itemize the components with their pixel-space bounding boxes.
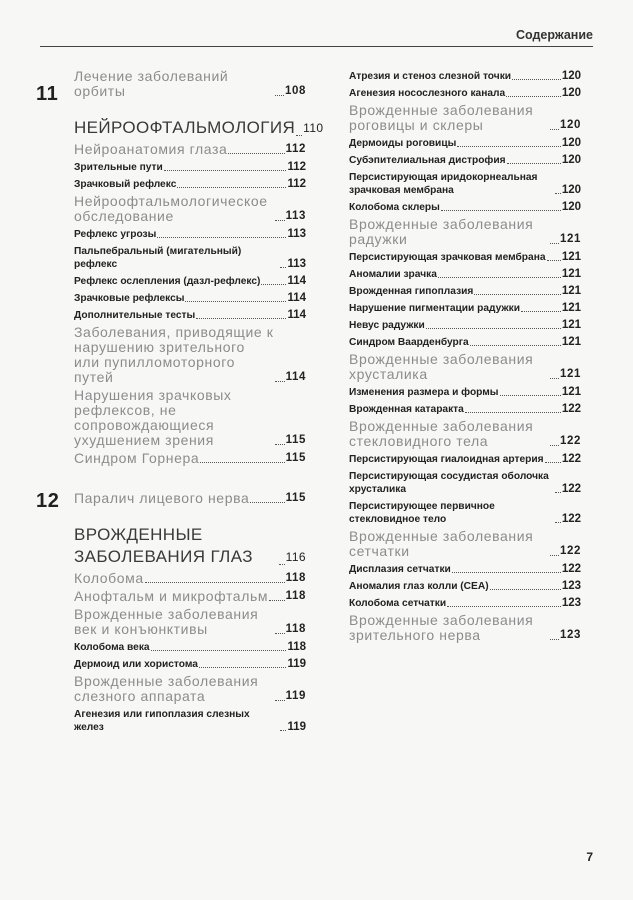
- entry-title: Врожденная катаракта: [349, 404, 464, 415]
- entry-title: Аномалия глаз колли (CEA): [349, 581, 489, 592]
- dot-leader: [200, 462, 284, 463]
- entry-title: Нарушения зрачковых рефлексов, не сопровождающиеся ухудшением зрения: [74, 387, 232, 448]
- toc-entry[interactable]: [74, 388, 306, 448]
- chapter-number: 11: [36, 83, 59, 105]
- dot-leader: [275, 381, 285, 382]
- toc-entry[interactable]: [36, 68, 306, 105]
- entry-page: 115: [285, 434, 306, 446]
- entry-page: 114: [287, 292, 306, 304]
- toc-entry[interactable]: [74, 589, 306, 604]
- entry-title: Врожденные заболевания стекловидного тела: [349, 418, 534, 449]
- entry-page: 121: [560, 368, 581, 380]
- entry-title: Анофтальм и микрофтальм: [74, 588, 269, 604]
- entry-page: 116: [285, 550, 306, 564]
- entry-page: 119: [285, 690, 306, 702]
- entry-page: 120: [561, 137, 581, 149]
- entry-title: Колобома склеры: [349, 202, 440, 213]
- entry-page: 123: [561, 597, 581, 609]
- toc-entry[interactable]: [349, 419, 581, 449]
- entry-title: Врожденные заболевания сетчатки: [349, 528, 534, 559]
- toc-entry[interactable]: [349, 201, 581, 214]
- entry-title: Дермоиды роговицы: [349, 138, 457, 149]
- toc-entry[interactable]: [349, 500, 581, 526]
- running-header: [40, 22, 593, 47]
- entry-page: 118: [287, 641, 306, 653]
- toc-entry[interactable]: [74, 451, 306, 466]
- dot-leader: [550, 555, 559, 556]
- toc-entry[interactable]: [74, 292, 306, 305]
- entry-page: 121: [561, 302, 581, 314]
- entry-page: 112: [287, 161, 306, 173]
- toc-entry[interactable]: [74, 658, 306, 671]
- entry-page: 114: [287, 309, 306, 321]
- header-title: Содержание: [515, 28, 593, 42]
- entry-title: Врожденная гипоплазия: [349, 286, 474, 297]
- dot-leader: [550, 639, 559, 640]
- dot-leader: [490, 589, 561, 590]
- toc-entry[interactable]: [74, 275, 306, 288]
- entry-page: 115: [285, 492, 306, 504]
- toc-entry[interactable]: [349, 336, 581, 349]
- entry-title: Заболевания, приводящие к нарушению зрительного или пупилломоторного путей: [74, 324, 274, 385]
- dot-leader: [521, 311, 561, 312]
- entry-page: 118: [285, 623, 306, 635]
- toc-entry[interactable]: [74, 641, 306, 654]
- dot-leader: [280, 730, 286, 731]
- chapter-number: 12: [36, 490, 60, 512]
- entry-title: Невус радужки: [349, 320, 425, 331]
- entry-page: 120: [561, 154, 581, 166]
- dot-leader: [447, 606, 561, 607]
- entry-title: Врожденные заболевания роговицы и склеры: [349, 102, 534, 133]
- dot-leader: [228, 153, 284, 154]
- dot-leader: [185, 301, 286, 302]
- dot-leader: [555, 193, 561, 194]
- toc-entry[interactable]: [349, 137, 581, 150]
- dot-leader: [296, 135, 302, 136]
- entry-title: Врожденные заболевания хрусталика: [349, 351, 534, 382]
- toc-entry[interactable]: [349, 597, 581, 610]
- toc-entry[interactable]: [349, 70, 581, 83]
- entry-title: Колобома: [74, 570, 144, 586]
- toc-entry[interactable]: [349, 580, 581, 593]
- dot-leader: [465, 412, 561, 413]
- entry-page: 121: [561, 268, 581, 280]
- toc-entry[interactable]: [74, 245, 306, 271]
- entry-title: Колобома сетчатки: [349, 598, 447, 609]
- toc-entry[interactable]: [74, 571, 306, 586]
- dot-leader: [145, 582, 285, 583]
- entry-page: 118: [285, 572, 306, 584]
- entry-page: 121: [561, 386, 581, 398]
- entry-page: 115: [285, 452, 306, 464]
- toc-entry[interactable]: [349, 613, 581, 643]
- dot-leader: [164, 170, 287, 171]
- toc-right-column: [349, 66, 581, 643]
- dot-leader: [250, 502, 284, 503]
- toc-entry[interactable]: [349, 285, 581, 298]
- entry-title: Синдром Ваарденбурга: [349, 337, 469, 348]
- dot-leader: [555, 492, 561, 493]
- entry-title: Рефлекс угрозы: [74, 229, 157, 240]
- entry-title: Дополнительные тесты: [74, 310, 196, 321]
- dot-leader: [550, 445, 559, 446]
- dot-leader: [157, 237, 286, 238]
- toc-entry[interactable]: [349, 302, 581, 315]
- entry-title: Врожденные заболевания зрительного нерва: [349, 612, 534, 643]
- toc-entry[interactable]: [74, 228, 306, 241]
- entry-page: 122: [561, 513, 581, 525]
- dot-leader: [196, 318, 286, 319]
- toc-entry[interactable]: [349, 268, 581, 281]
- entry-page: 114: [287, 275, 306, 287]
- entry-title: Колобома века: [74, 642, 150, 653]
- toc-entry[interactable]: [36, 490, 306, 512]
- entry-title: Врожденные заболевания век и конъюнктивы: [74, 606, 259, 637]
- entry-title: Дисплазия сетчатки: [349, 564, 451, 575]
- dot-leader: [550, 129, 559, 130]
- entry-page: 121: [561, 285, 581, 297]
- entry-page: 121: [561, 251, 581, 263]
- entry-title: Нейроанатомия глаза: [74, 141, 228, 157]
- entry-title: НЕЙРООФТАЛЬМОЛОГИЯ: [74, 118, 296, 137]
- dot-leader: [550, 243, 559, 244]
- entry-title: Врожденные заболевания радужки: [349, 216, 534, 247]
- entry-page: 113: [285, 210, 306, 222]
- dot-leader: [261, 284, 286, 285]
- entry-page: 123: [561, 580, 581, 592]
- entry-title: Атрезия и стеноз слезной точки: [349, 71, 512, 82]
- dot-leader: [438, 277, 561, 278]
- entry-page: 119: [287, 658, 306, 670]
- entry-page: 121: [561, 336, 581, 348]
- toc-entry[interactable]: [349, 103, 581, 133]
- entry-title: Персистирующая сосудистая оболочка хрусталика: [349, 471, 549, 495]
- entry-page: 122: [561, 403, 581, 415]
- dot-leader: [426, 328, 561, 329]
- page-number: 7: [586, 850, 593, 864]
- entry-title: Агенезия носослезного канала: [349, 88, 506, 99]
- entry-page: 121: [560, 233, 581, 245]
- toc-entry[interactable]: [349, 529, 581, 559]
- toc-entry[interactable]: [349, 319, 581, 332]
- dot-leader: [199, 667, 286, 668]
- entry-title: Зрачковый рефлекс: [74, 179, 177, 190]
- entry-title: Синдром Горнера: [74, 450, 200, 466]
- dot-leader: [512, 79, 561, 80]
- dot-leader: [275, 220, 285, 221]
- entry-page: 112: [285, 143, 306, 155]
- dot-leader: [275, 444, 285, 445]
- entry-title: Пальпебральный (мигательный) рефлекс: [74, 246, 242, 270]
- entry-title: Дермоид или хористома: [74, 659, 198, 670]
- dot-leader: [275, 700, 285, 701]
- entry-title: Субэпителиальная дистрофия: [349, 155, 506, 166]
- toc-entry[interactable]: [74, 674, 306, 704]
- entry-title: Зрачковые рефлексы: [74, 293, 185, 304]
- entry-title: Агенезия или гипоплазия слезных желез: [74, 709, 250, 733]
- entry-page: 120: [561, 184, 581, 196]
- entry-page: 121: [561, 319, 581, 331]
- entry-page: 113: [287, 258, 306, 270]
- toc-entry[interactable]: [74, 607, 306, 637]
- toc-entry[interactable]: [74, 142, 306, 157]
- toc-entry[interactable]: [74, 194, 306, 224]
- dot-leader: [500, 395, 561, 396]
- entry-title: Персистирующее первичное стекловидное тело: [349, 501, 495, 525]
- dot-leader: [151, 650, 287, 651]
- dot-leader: [507, 163, 561, 164]
- toc-entry[interactable]: [349, 217, 581, 247]
- entry-page: 120: [561, 87, 581, 99]
- entry-title: Нарушение пигментации радужки: [349, 303, 520, 314]
- entry-page: 122: [561, 483, 581, 495]
- toc-entry[interactable]: [349, 251, 581, 264]
- entry-page: 108: [285, 85, 306, 97]
- entry-page: 122: [560, 435, 581, 447]
- entry-page: 120: [561, 70, 581, 82]
- entry-title: Врожденные заболевания слезного аппарата: [74, 673, 259, 704]
- toc-entry[interactable]: [74, 708, 306, 734]
- entry-page: 122: [560, 545, 581, 557]
- dot-leader: [474, 294, 560, 295]
- entry-title: Рефлекс ослепления (дазл-рефлекс): [74, 276, 261, 287]
- entry-page: 122: [561, 563, 581, 575]
- toc-entry[interactable]: [74, 161, 306, 174]
- entry-page: 123: [560, 629, 581, 641]
- dot-leader: [441, 210, 561, 211]
- toc-entry[interactable]: [349, 470, 581, 496]
- entry-title: Аномалии зрачка: [349, 269, 437, 280]
- toc-entry[interactable]: [74, 117, 324, 139]
- toc-entry[interactable]: [349, 154, 581, 167]
- dot-leader: [452, 572, 561, 573]
- dot-leader: [177, 187, 286, 188]
- toc-entry[interactable]: [349, 563, 581, 576]
- dot-leader: [545, 462, 561, 463]
- toc-entry[interactable]: [349, 352, 581, 382]
- dot-leader: [550, 378, 559, 379]
- entry-title: Персистирующая гиалоидная артерия: [349, 454, 544, 465]
- toc-entry[interactable]: [349, 386, 581, 399]
- entry-page: 120: [561, 201, 581, 213]
- entry-title: Персистирующая зрачковая мембрана: [349, 252, 546, 263]
- entry-title: Нейроофтальмологическое обследование: [74, 193, 268, 224]
- entry-page: 114: [285, 371, 306, 383]
- toc-entry[interactable]: [74, 524, 306, 568]
- entry-page: 112: [287, 178, 306, 190]
- toc-left-column: [36, 66, 324, 734]
- entry-page: 110: [303, 121, 324, 135]
- dot-leader: [275, 95, 284, 96]
- toc-entry[interactable]: [349, 171, 581, 197]
- toc-entry[interactable]: [349, 87, 581, 100]
- entry-page: 122: [561, 453, 581, 465]
- entry-page: 118: [285, 590, 306, 602]
- dot-leader: [457, 146, 561, 147]
- entry-title: Персистирующая иридокорнеальная зрачковая мембрана: [349, 172, 538, 196]
- entry-title: Паралич лицевого нерва: [74, 490, 250, 506]
- entry-page: 113: [287, 228, 306, 240]
- toc-entry[interactable]: [74, 178, 306, 191]
- entry-page: 119: [287, 721, 306, 733]
- entry-page: 120: [560, 119, 581, 131]
- entry-title: Изменения размера и формы: [349, 387, 499, 398]
- dot-leader: [555, 522, 561, 523]
- toc-entry[interactable]: [74, 325, 306, 385]
- entry-title: ВРОЖДЕННЫЕ ЗАБОЛЕВАНИЯ ГЛАЗ: [74, 525, 253, 566]
- dot-leader: [269, 600, 285, 601]
- dot-leader: [470, 345, 561, 346]
- toc-entry[interactable]: [74, 309, 306, 322]
- toc-entry[interactable]: [349, 403, 581, 416]
- dot-leader: [280, 267, 286, 268]
- dot-leader: [547, 260, 561, 261]
- dot-leader: [506, 96, 561, 97]
- entry-title: Зрительные пути: [74, 162, 163, 173]
- dot-leader: [279, 564, 285, 565]
- toc-entry[interactable]: [349, 453, 581, 466]
- entry-title: Лечение заболеваний орбиты: [74, 68, 229, 99]
- dot-leader: [275, 633, 285, 634]
